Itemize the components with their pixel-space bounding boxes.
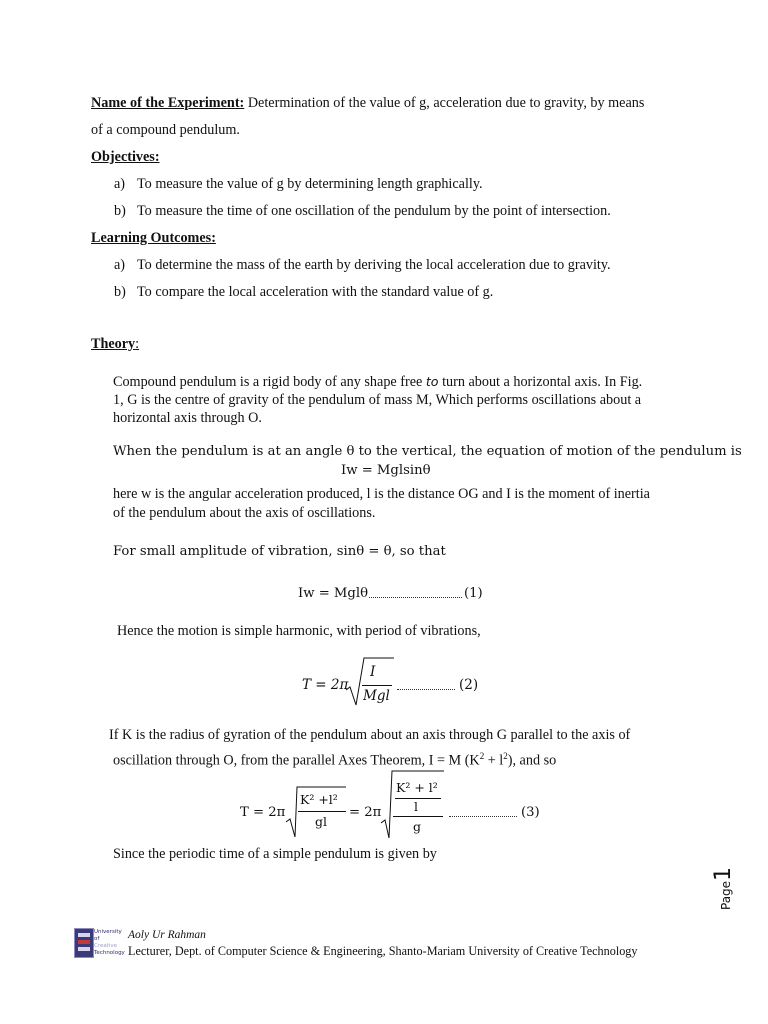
theory-p2-line3: of the pendulum about the axis of oscillations. (113, 505, 376, 521)
logo-shield-icon (74, 928, 94, 958)
theory-p1-line2: 1, G is the centre of gravity of the pendulum of mass M, Which performs oscillations about a (113, 392, 642, 408)
text-run: oscillation through O, from the parallel Axes Theorem, I = M (K (113, 752, 480, 769)
list-label: b) (114, 284, 126, 300)
superscript: 2 (479, 751, 485, 761)
theory-heading-line (91, 337, 139, 351)
theory-p5-line2 (113, 752, 556, 768)
experiment-name-line (91, 96, 644, 110)
theory-p2-line2: here w is the angular acceleration produced, l is the distance OG and I is the moment of inertia (113, 486, 650, 502)
experiment-name-continued: of a compound pendulum. (91, 122, 240, 138)
page-word: Page (719, 880, 733, 910)
equation-2-denominator: Mgl (363, 688, 390, 704)
equation-1-number: (1) (464, 586, 483, 601)
list-label: a) (114, 257, 126, 273)
equation-1-leader (369, 597, 462, 598)
equation-motion: Iw = Mglsinθ (341, 463, 431, 478)
equation-2-number: (2) (459, 677, 479, 693)
list-label: b) (114, 203, 126, 219)
logo-text: Creative (94, 943, 118, 949)
author-name: Aoly Ur Rahman (128, 929, 206, 941)
text-run: Compound pendulum is a rigid body of any shape free (113, 374, 426, 390)
list-text: To determine the mass of the earth by deriving the local acceleration due to gravity. (137, 257, 611, 273)
equation-1-lhs: Iw = Mglθ (298, 586, 369, 601)
theory-heading: Theory (91, 336, 136, 352)
list-text: To compare the local acceleration with the standard value of g. (137, 284, 494, 300)
text-run: ), and so (507, 752, 557, 769)
theory-p2-line1: When the pendulum is at an angle θ to the vertical, the equation of motion of the pendulum is (113, 444, 742, 459)
equation-2-leader (397, 689, 455, 690)
equation-3-numerator-1: K² +l² (300, 792, 338, 807)
page-digit: 1 (711, 866, 736, 881)
author-position: Lecturer, Dept. of Computer Science & Engineering, Shanto-Mariam University of Creative Technology (128, 944, 638, 958)
equation-3-middle: = 2π (349, 805, 382, 820)
outcome-item (114, 285, 493, 299)
equation-3-lhs: T = 2π (240, 805, 286, 820)
equation-3-denominator-2: g (413, 819, 422, 834)
theory-p6: Since the periodic time of a simple pendulum is given by (113, 846, 437, 862)
equation-3-fraction-bar-1 (298, 811, 346, 812)
theory-p3: For small amplitude of vibration, sinθ = θ, so that (113, 544, 446, 559)
theory-p5-line1: If K is the radius of gyration of the pendulum about an axis through G parallel to the axis of (109, 727, 631, 743)
outcomes-heading: Learning Outcomes: (91, 230, 216, 246)
logo-text: Technology (94, 950, 125, 956)
superscript: 2 (503, 751, 508, 761)
equation-3-fraction-bar-2 (393, 816, 443, 817)
text-run: turn about a horizontal axis. In Fig. (438, 374, 643, 390)
equation-2-lhs: T = 2π (302, 677, 349, 693)
objective-item (114, 204, 611, 218)
list-text: To measure the value of g by determining length graphically. (137, 176, 483, 192)
equation-3-denominator-1: gl (315, 814, 327, 829)
list-text: To measure the time of one oscillation of the pendulum by the point of intersection. (137, 203, 611, 219)
university-logo (74, 926, 125, 958)
equation-3-inner-bar (395, 798, 441, 799)
equation-3-leader (449, 816, 517, 817)
experiment-name-label: Name of the Experiment: (91, 95, 245, 111)
objectives-heading: Objectives: (91, 149, 160, 165)
equation-2-numerator: I (370, 664, 376, 680)
theory-p4: Hence the motion is simple harmonic, with period of vibrations, (117, 623, 481, 639)
equation-2-fraction-bar (362, 685, 392, 686)
equation-3-numerator-2: K² + l² (396, 780, 438, 795)
theory-colon: : (135, 336, 140, 352)
italic-to: to (425, 374, 439, 389)
objective-item (114, 177, 483, 191)
equation-3-inner-denominator: l (414, 799, 418, 814)
equation-3-number: (3) (521, 805, 540, 820)
page-number (713, 867, 735, 910)
text-run: + l (484, 752, 504, 769)
theory-p1-line3: horizontal axis through O. (113, 410, 262, 426)
list-label: a) (114, 176, 126, 192)
experiment-name-text: Determination of the value of g, acceleration due to gravity, by means (244, 95, 645, 111)
outcome-item (114, 258, 611, 272)
logo-text: University of (94, 929, 122, 942)
theory-p1-line1 (113, 375, 642, 389)
